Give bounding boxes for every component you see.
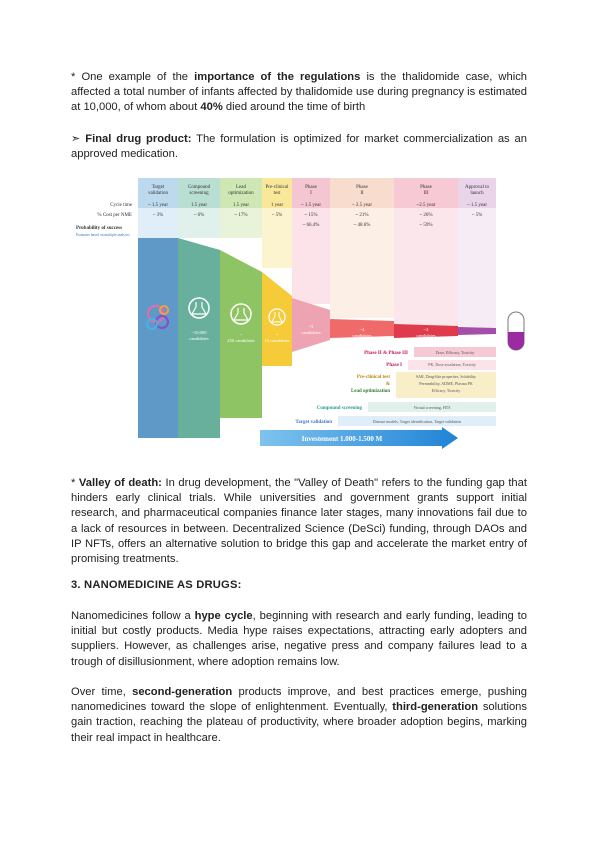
candidate-count: ~10,000: [191, 330, 207, 335]
hype-cycle-paragraph: Nanomedicines follow a hype cycle, beginning with research and early funding, leading to initial but costly products. Media hype raises expectations, attracting early adopters and suppliers. However, as challenges arise, negative press and company failures lead to a trough of disillusionment, where adoption remains low.: [71, 610, 528, 668]
legend-label: Compound screening: [316, 406, 362, 411]
legend-description: Virtual screening, HTS: [413, 405, 451, 410]
legend-label: &: [385, 382, 390, 387]
legend-label: Target validation: [295, 420, 332, 425]
stage-header: Phase: [356, 185, 368, 190]
investment-label: Investement 1.000-1.500 M: [301, 435, 383, 443]
stage-header: Compound: [187, 185, 211, 190]
generations-paragraph: Over time, second-generation products improve, and best practices emerge, pushing nanomedicines toward the slope of enlightenment. Eventually, third-generation solutions gain traction, reaching the plateau of productivity, where broader adoption begins, marking their real impact in healthcare.: [71, 686, 527, 744]
stage-header: screening: [189, 191, 209, 196]
probability-value: ~ 66.4%: [302, 223, 320, 228]
stage-header: Approval to: [464, 185, 490, 190]
valley-of-death-paragraph: * Valley of death: In drug development, the "Valley of Death" refers to the funding gap that hinders early clinical trials. While universities and government grants support initial research, and pharmaceutical companies finance later stages, many innovations fail due to a lack of resources in between. Decentralized Science (DeSci) funding, through DAOs and IP NFTs, offers an alternative solution to bridge this gap and accelerate the market entry of promising treatments.: [71, 477, 527, 566]
stage-header: test: [273, 191, 281, 196]
cycle-time-value: ~2.5 year: [416, 203, 436, 208]
legend-label: Phase I: [386, 363, 402, 368]
row-label-note: Estimates based on multiple analyses: [76, 233, 130, 237]
cycle-time-value: ~ 1.5 year: [300, 203, 322, 208]
cycle-time-value: ~ 2.5 year: [351, 203, 373, 208]
row-label: Probability of success: [76, 226, 123, 231]
stage-header: II: [360, 191, 364, 196]
final-drug-paragraph: ➣ Final drug product: The formulation is optimized for market commercialization as an approved medication.: [71, 133, 527, 161]
cost-value: ~ 21%: [355, 213, 369, 218]
cost-value: ~ 5%: [271, 213, 283, 218]
stage-header: Pre-clinical: [265, 185, 289, 190]
candidate-count: candidates: [189, 336, 209, 341]
candidate-count: candidates: [416, 333, 436, 338]
row-label: Cycle time: [110, 203, 132, 208]
candidate-count: ~4: [359, 327, 365, 332]
cycle-time-value: ~ 1.5 year: [147, 203, 169, 208]
stage-header: validation: [148, 191, 168, 196]
probability-value: ~ 59%: [419, 223, 433, 228]
candidate-count: ~2: [423, 327, 429, 332]
probability-value: ~ 48.6%: [353, 223, 371, 228]
stage-header: Target: [151, 185, 165, 190]
stage-header: Phase: [420, 185, 432, 190]
cycle-time-value: 1.5 year: [190, 203, 208, 208]
thalidomide-paragraph: * One example of the importance of the regulations is the thalidomide case, which affected a total number of infants affected by thalidomide use during pregnancy is estimated at 10,000, of whom about 40% died around the time of birth: [71, 71, 528, 114]
cost-value: ~ 15%: [304, 213, 318, 218]
legend-description: Permeability, ADME, Plasma PK: [419, 381, 473, 386]
legend-description: Disease models, Target identification, Target validation: [372, 419, 462, 424]
legend-label: Phase II & Phase III: [364, 351, 408, 356]
stage-header: Lead: [236, 185, 246, 190]
cost-value: ~ 17%: [234, 213, 248, 218]
legend-description: Dose, Efficacy, Toxicity: [435, 350, 475, 355]
stage-header: Phase: [305, 185, 317, 190]
candidate-count: ~5: [308, 324, 314, 329]
candidate-count: ~: [239, 332, 243, 337]
legend-description: Efficacy, Toxicity: [431, 388, 461, 393]
legend-description: SAR, Drug-like properties, Solubility: [415, 374, 477, 379]
stage-header: I: [310, 191, 312, 196]
cost-value: ~ 6%: [193, 213, 205, 218]
cost-value: ~ 5%: [471, 213, 483, 218]
section-heading: 3. NANOMEDICINE AS DRUGS:: [71, 579, 242, 591]
candidate-count: 250 candidates: [227, 338, 255, 343]
stage-header: optimization: [228, 191, 254, 196]
candidate-count: 10 candidates: [264, 338, 290, 343]
row-label: % Cost per NME: [97, 213, 132, 218]
candidate-count: candidates: [352, 333, 372, 338]
legend-label: Pre-clinical test: [356, 375, 390, 380]
legend-description: PK, Dose escalation, Toxicity: [428, 362, 476, 367]
cycle-time-value: ~ 1.5 year: [466, 203, 488, 208]
legend-label: Lead optimization: [350, 389, 390, 394]
cost-value: ~ 26%: [419, 213, 433, 218]
candidate-count: ~: [275, 332, 279, 337]
cycle-time-value: 1.5 year: [232, 203, 250, 208]
cycle-time-value: 1 year: [270, 203, 284, 208]
stage-header: III: [423, 191, 429, 196]
cost-value: ~ 3%: [152, 213, 164, 218]
candidate-count: candidates: [301, 330, 321, 335]
drug-development-figure: [72, 176, 528, 460]
stage-header: launch: [470, 191, 484, 196]
